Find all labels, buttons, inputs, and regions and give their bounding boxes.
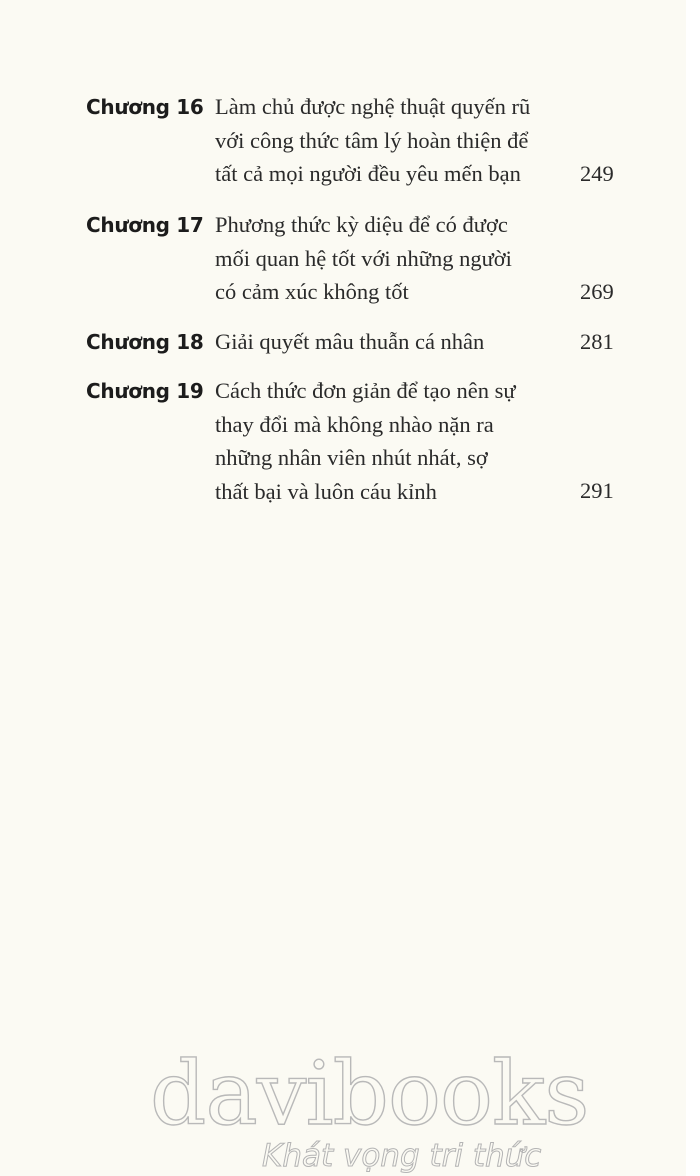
chapter-title-line: Cách thức đơn giản để tạo nên sự <box>215 378 516 403</box>
chapter-title-line: Phương thức kỳ diệu để có được <box>215 212 508 237</box>
chapter-label: Chương 19 <box>86 379 204 403</box>
chapter-page-number: 269 <box>580 279 614 304</box>
watermark-brand: davibooks <box>150 1042 589 1145</box>
chapter-title-line: có cảm xúc không tốt <box>215 279 409 304</box>
page-margin <box>686 0 700 1176</box>
chapter-page-number: 281 <box>580 329 614 354</box>
chapter-title-line: những nhân viên nhút nhát, sợ <box>215 445 488 470</box>
chapter-title-line: Làm chủ được nghệ thuật quyến rũ <box>215 94 531 119</box>
chapter-title-line: thay đổi mà không nhào nặn ra <box>215 411 494 437</box>
chapter-title <box>215 208 575 309</box>
watermark-slogan: Khát vọng tri thức <box>262 1138 542 1174</box>
publisher-watermark <box>0 1030 686 1176</box>
chapter-page-number: 249 <box>580 161 614 186</box>
chapter-label: Chương 16 <box>86 95 204 119</box>
chapter-title <box>215 90 575 191</box>
chapter-title-line: thất bại và luôn cáu kỉnh <box>215 478 437 504</box>
chapter-title <box>215 325 575 359</box>
chapter-label: Chương 17 <box>86 213 204 237</box>
chapter-title-line: mối quan hệ tốt với những người <box>215 245 512 271</box>
chapter-page-number: 291 <box>580 478 614 503</box>
chapter-title-line: Giải quyết mâu thuẫn cá nhân <box>215 329 485 354</box>
chapter-label: Chương 18 <box>86 330 204 354</box>
chapter-title-line: tất cả mọi người đều yêu mến bạn <box>215 161 521 186</box>
table-of-contents <box>0 0 686 560</box>
chapter-title <box>215 374 575 508</box>
chapter-title-line: với công thức tâm lý hoàn thiện để <box>215 127 529 153</box>
